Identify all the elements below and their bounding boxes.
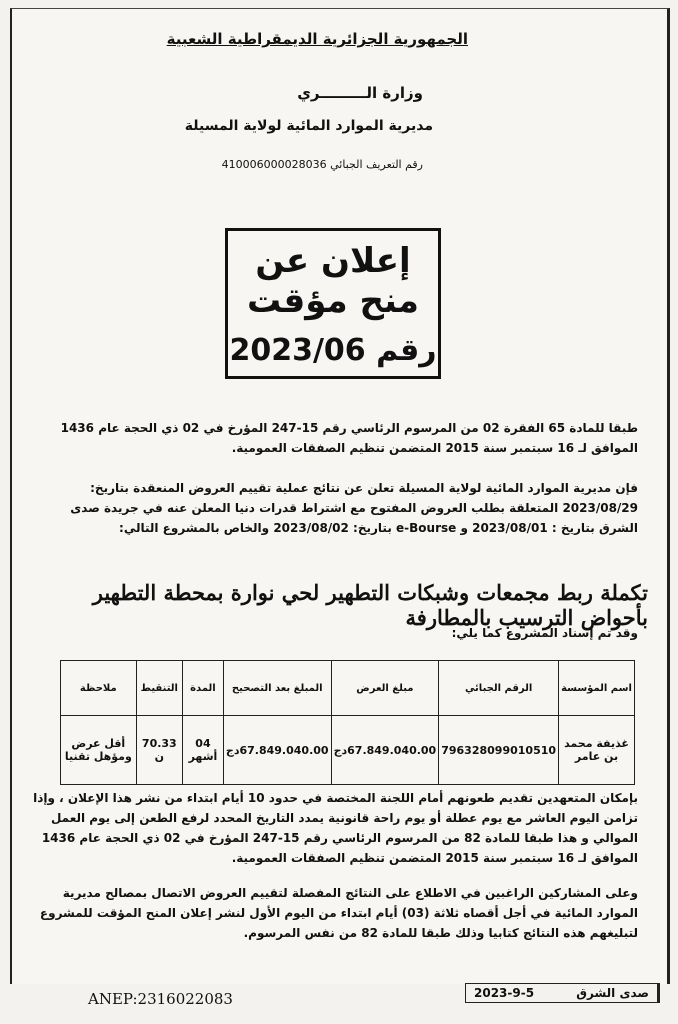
- cell-note: أقل عرض ومؤهل تقنيا: [61, 716, 137, 785]
- ministry-heading: وزارة الـــــــــري: [297, 84, 423, 102]
- tax-id-label: رقم التعريف الجبائي: [330, 158, 423, 171]
- announcement-title-box: [225, 228, 441, 379]
- tax-id-value: 410006000028036: [221, 158, 327, 171]
- table-row: [61, 716, 635, 785]
- award-table: [60, 660, 635, 785]
- announcement-paragraph: فإن مديرية الموارد المائية لولاية المسيلة تعلن عن نتائج عملية تقييم العروض المنعقدة بتاريخ: 2023/08/29 المتعلقة بطلب العروض المفتوح مع اشتراط قدرات دنيا المعلن عنه في جريدة صدى الشرق بتاريخ : 2023/08/01 و e-Bourse بتاريخ: 2023/08/02 والخاص بالمشروع التالي:: [70, 481, 638, 535]
- cell-offer-amount: 67.849.040.00دج: [331, 716, 439, 785]
- publication-stamp: [465, 983, 660, 1003]
- cell-corrected-amount: 67.849.040.00دج: [223, 716, 331, 785]
- cell-tax-number: 796328099010510: [439, 716, 559, 785]
- header-score: التنقيط: [136, 661, 182, 716]
- directorate-heading: مديرية الموارد المائية لولاية المسيلة: [184, 118, 433, 134]
- contact-paragraph: وعلى المشاركين الراغبين في الاطلاع على النتائج المفصلة لتقييم العروض الاتصال بمصالح مديرية الموارد المائية في أجل أقصاه ثلاثة (03) أيام ابتداء من اليوم الأول لنشر إعلان المنح المؤقت للمشروع لتبليغهم هذه النتائج كتابيا وذلك طبقا للمادة 82 من نفس المرسوم.: [39, 886, 638, 940]
- header-corrected-amount: المبلغ بعد التصحيح: [223, 661, 331, 716]
- republic-heading: الجمهورية الجزائرية الديمقراطية الشعبية: [166, 30, 468, 48]
- publication-date: 2023-9-5: [474, 986, 535, 1000]
- table-header-row: [61, 661, 635, 716]
- cell-duration: 04 أشهر: [183, 716, 224, 785]
- header-duration: المدة: [183, 661, 224, 716]
- cell-company: غذيفة محمد بن عامر: [559, 716, 635, 785]
- announcement-number: رقم 2023/06: [229, 333, 437, 368]
- header-offer-amount: مبلغ العرض: [331, 661, 439, 716]
- assignment-line: وقد تم إسناد المشروع كما يلي:: [451, 626, 638, 640]
- header-note: ملاحظة: [61, 661, 137, 716]
- tax-id-line: [222, 158, 423, 171]
- cell-score: 70.33 ن: [136, 716, 182, 785]
- announcement-title: إعلان عن منح مؤقت: [247, 241, 419, 321]
- newspaper-name: صدى الشرق: [576, 986, 649, 1000]
- legal-basis-paragraph: طبقا للمادة 65 الفقرة 02 من المرسوم الرئاسي رقم 15-247 المؤرخ في 02 ذي الحجة عام 1436 الموافق لـ 16 سبتمبر سنة 2015 المتضمن تنظيم الصفقات العمومية.: [60, 421, 638, 455]
- project-title: تكملة ربط مجمعات وشبكات التطهير لحي نوارة بمحطة التطهير بأحواض الترسيب بالمطارفة: [92, 580, 648, 630]
- header-tax-number: الرقم الجبائي: [439, 661, 559, 716]
- anep-reference: ANEP:2316022083: [88, 990, 233, 1008]
- appeal-paragraph: بإمكان المتعهدين تقديم طعونهم أمام اللجنة المختصة في حدود 10 أيام ابتداء من نشر هذا الإعلان ، وإذا تزامن اليوم العاشر مع يوم عطلة أو يوم راحة قانونية يمدد التاريخ المحدد لرفع الطعن إلى يوم العمل الموالي و هذا طبقا للمادة 82 من المرسوم الرئاسي رقم 15-247 المؤرخ في 02 ذي الحجة عام 1436 الموافق لـ 16 سبتمبر سنة 2015 المتضمن تنظيم الصفقات العمومية.: [33, 791, 638, 865]
- header-company: اسم المؤسسة: [559, 661, 635, 716]
